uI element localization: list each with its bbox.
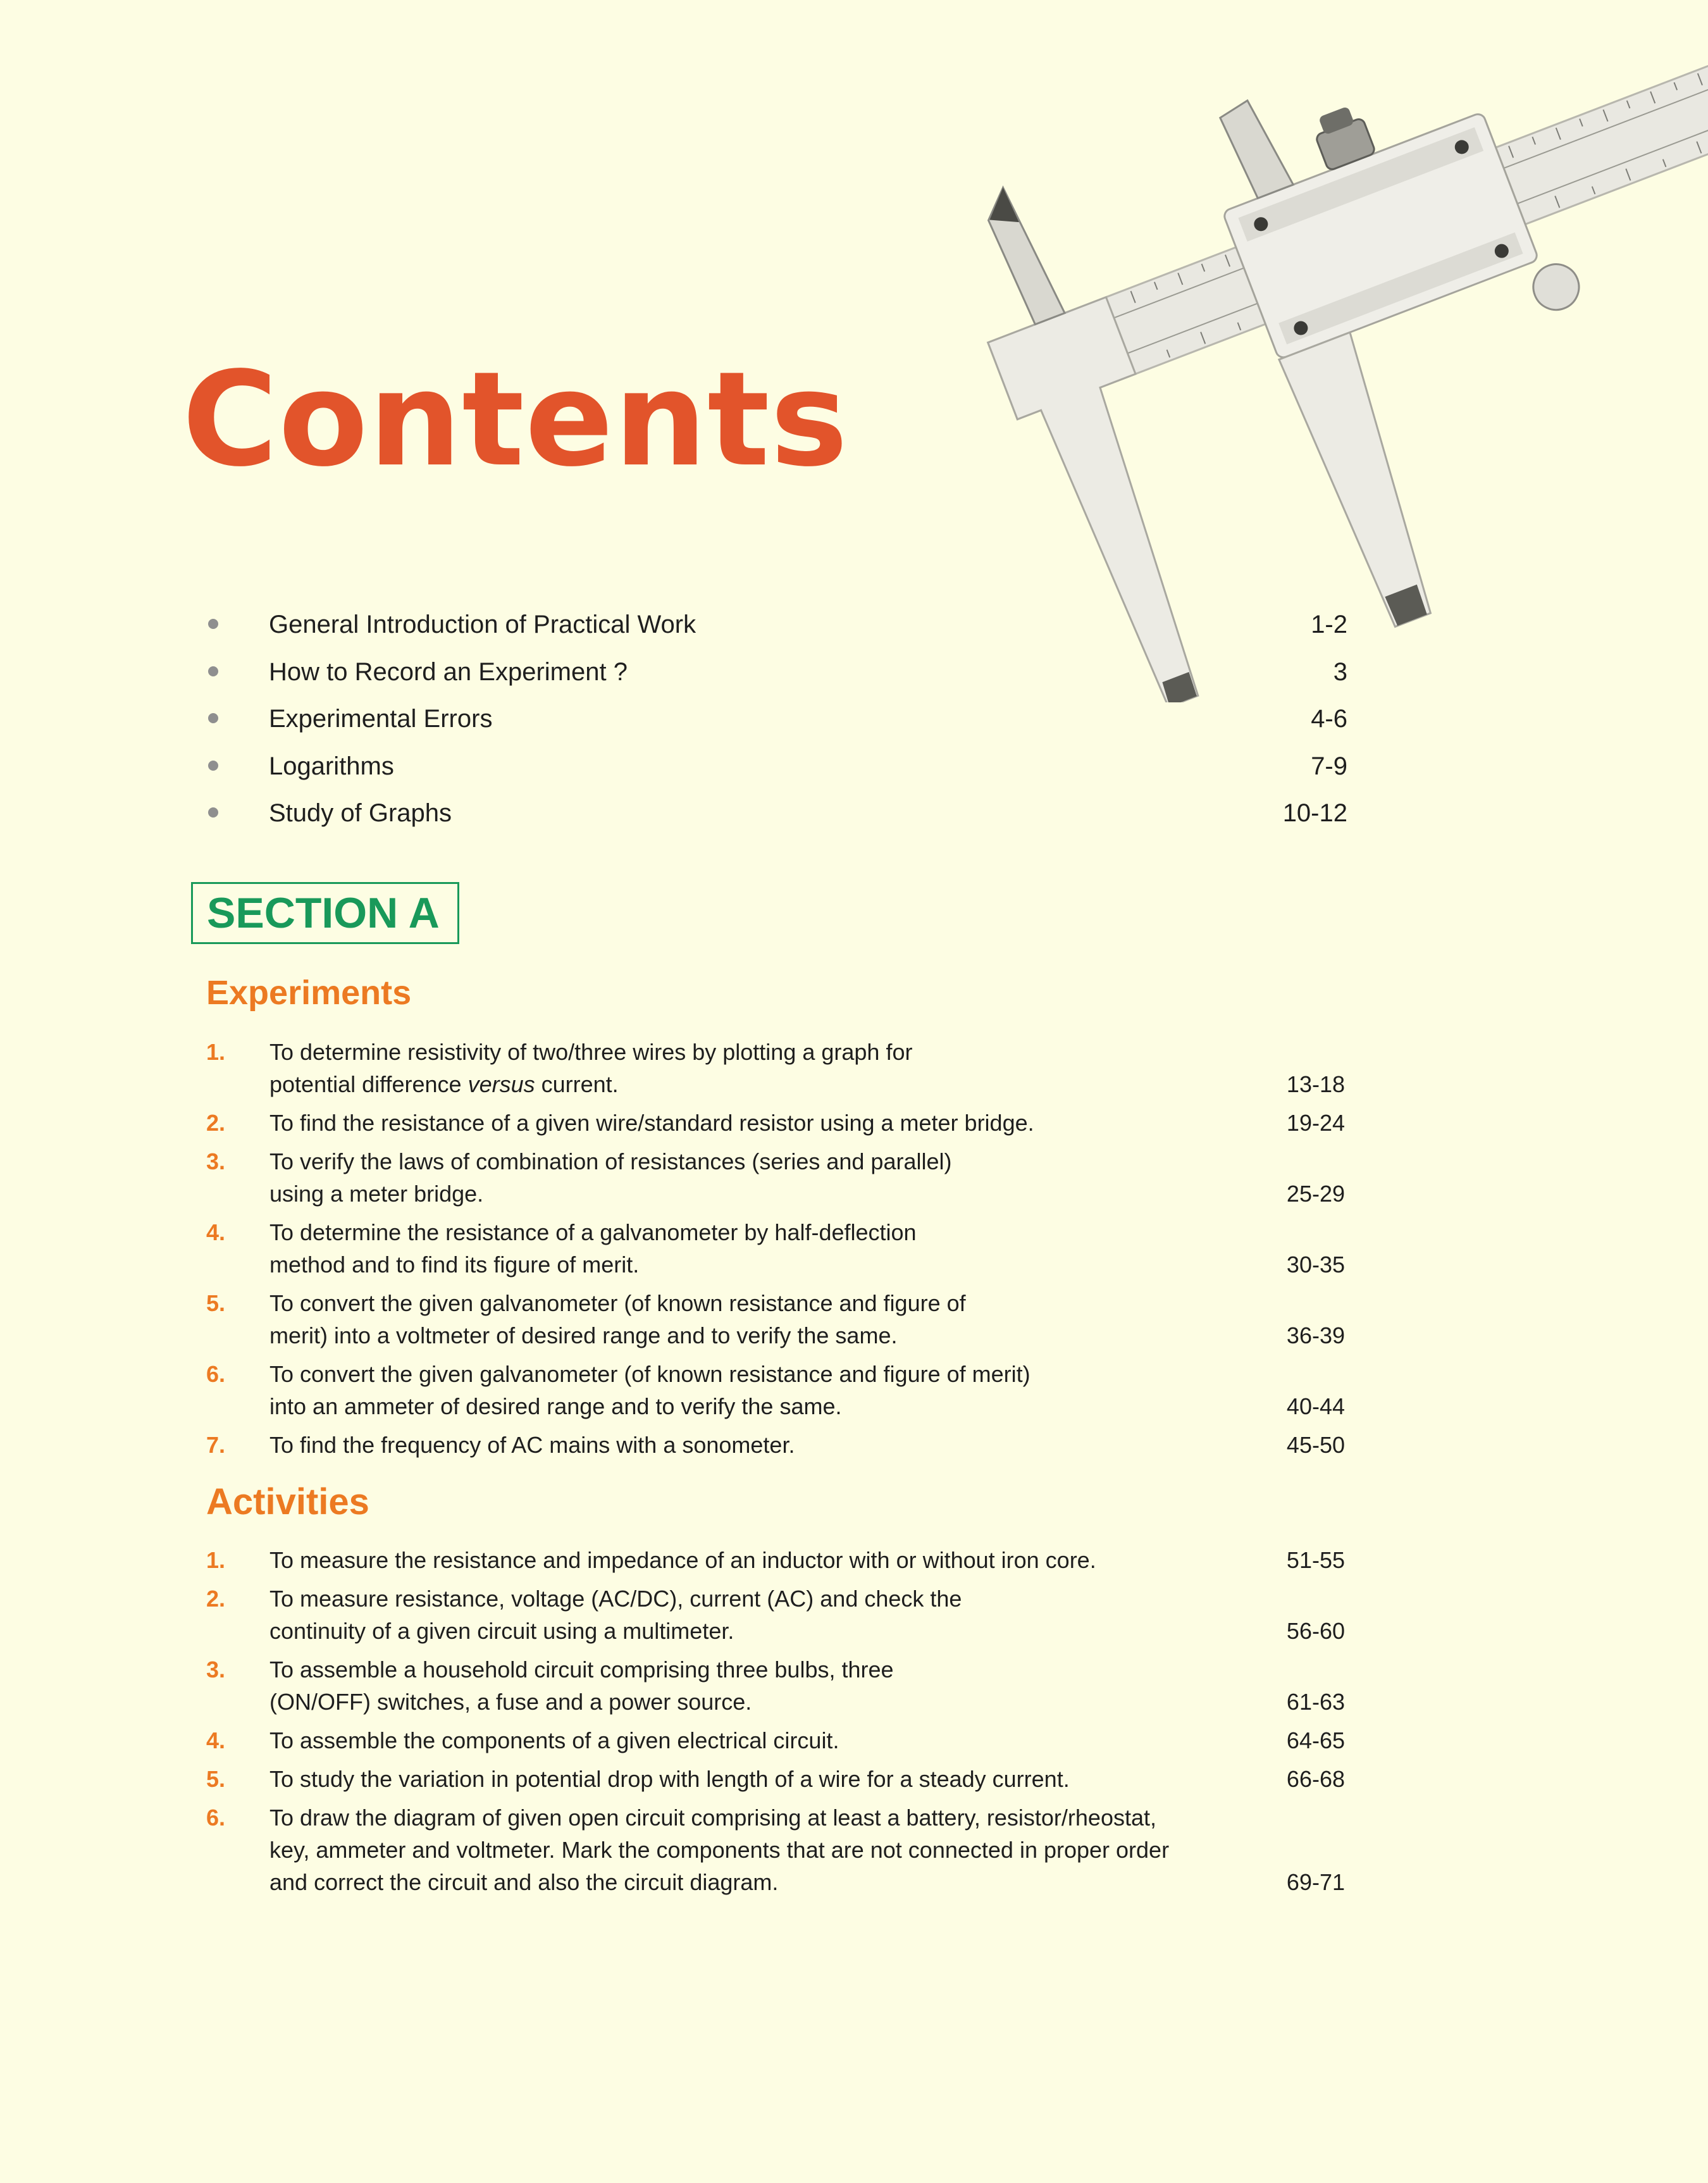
- item-number: 3.: [206, 1148, 226, 1174]
- list-item: [202, 702, 1347, 749]
- item-line: To draw the diagram of given open circuit comprising at least a battery, resistor/rheostat,: [269, 1805, 1156, 1831]
- page-number: 66-68: [1286, 1766, 1345, 1792]
- vernier-caliper-icon: [860, 0, 1708, 702]
- list-item: [202, 796, 1347, 843]
- item-text: Logarithms: [269, 752, 394, 780]
- item-line: using a meter bridge.: [269, 1181, 484, 1207]
- item-line: method and to find its figure of merit.: [269, 1252, 640, 1278]
- item-text: How to Record an Experiment ?: [269, 657, 628, 686]
- item-number: 1.: [206, 1039, 226, 1065]
- page-number: 45-50: [1286, 1432, 1345, 1458]
- list-item: [206, 1429, 1345, 1461]
- page-number: 61-63: [1286, 1689, 1345, 1715]
- list-item: [206, 1763, 1345, 1795]
- list-item: [202, 607, 1347, 655]
- item-number: 4.: [206, 1219, 226, 1245]
- item-number: 4.: [206, 1727, 226, 1753]
- item-line: To find the resistance of a given wire/standard resistor using a meter bridge.: [269, 1110, 1034, 1136]
- item-number: 1.: [206, 1547, 226, 1573]
- item-number: 5.: [206, 1766, 226, 1792]
- page-number: 19-24: [1286, 1110, 1345, 1136]
- list-item: [206, 1583, 1345, 1647]
- list-item: [202, 655, 1347, 702]
- list-item: [206, 1544, 1345, 1576]
- bullet-icon: [208, 619, 218, 629]
- item-number: 7.: [206, 1432, 226, 1458]
- item-number: 5.: [206, 1290, 226, 1316]
- list-item: [206, 1287, 1345, 1352]
- item-line: potential difference versus current.: [269, 1071, 619, 1097]
- page-number: 40-44: [1286, 1393, 1345, 1419]
- item-number: 6.: [206, 1361, 226, 1387]
- item-line: merit) into a voltmeter of desired range and to verify the same.: [269, 1322, 898, 1348]
- item-line: To determine the resistance of a galvanometer by half-deflection: [269, 1219, 917, 1245]
- item-line: To measure resistance, voltage (AC/DC), current (AC) and check the: [269, 1586, 962, 1612]
- item-line: To measure the resistance and impedance of an inductor with or without iron core.: [269, 1547, 1096, 1573]
- page-number: 30-35: [1286, 1252, 1345, 1278]
- item-number: 3.: [206, 1657, 226, 1682]
- item-line: To verify the laws of combination of resistances (series and parallel): [269, 1148, 952, 1174]
- bullet-icon: [208, 713, 218, 723]
- item-line: To convert the given galvanometer (of known resistance and figure of: [269, 1290, 966, 1316]
- page-number: 13-18: [1286, 1071, 1345, 1097]
- list-item: [202, 749, 1347, 797]
- page-number: 56-60: [1286, 1618, 1345, 1644]
- page-number: 25-29: [1286, 1181, 1345, 1207]
- list-item: [206, 1653, 1345, 1718]
- page-number: 3: [1333, 657, 1347, 686]
- page-number: 10-12: [1282, 799, 1347, 827]
- item-number: 2.: [206, 1110, 226, 1136]
- item-line: into an ammeter of desired range and to verify the same.: [269, 1393, 842, 1419]
- experiments-list: [206, 1036, 1345, 1467]
- item-line: To determine resistivity of two/three wires by plotting a graph for: [269, 1039, 913, 1065]
- item-line: To convert the given galvanometer (of known resistance and figure of merit): [269, 1361, 1030, 1387]
- item-number: 6.: [206, 1805, 226, 1831]
- page-number: 7-9: [1311, 752, 1347, 780]
- page-number: 69-71: [1286, 1869, 1345, 1895]
- list-item: [206, 1216, 1345, 1281]
- section-label: SECTION A: [191, 882, 459, 944]
- list-item: [206, 1107, 1345, 1139]
- bullet-icon: [208, 807, 218, 818]
- item-line: continuity of a given circuit using a multimeter.: [269, 1618, 734, 1644]
- page-number: 51-55: [1286, 1547, 1345, 1573]
- list-item: [206, 1036, 1345, 1100]
- item-line: To study the variation in potential drop with length of a wire for a steady current.: [269, 1766, 1070, 1792]
- item-line: and correct the circuit and also the circuit diagram.: [269, 1869, 779, 1895]
- page-number: 1-2: [1311, 611, 1347, 638]
- bullet-icon: [208, 761, 218, 771]
- page-number: 4-6: [1311, 705, 1347, 733]
- item-line: key, ammeter and voltmeter. Mark the components that are not connected in proper order: [269, 1837, 1170, 1863]
- page-number: 36-39: [1286, 1322, 1345, 1348]
- item-text: Study of Graphs: [269, 799, 452, 827]
- item-number: 2.: [206, 1586, 226, 1612]
- list-item: [206, 1145, 1345, 1210]
- list-item: [206, 1724, 1345, 1757]
- activities-list: [206, 1544, 1345, 1905]
- page-title: Contents: [182, 344, 849, 495]
- item-line: (ON/OFF) switches, a fuse and a power source.: [269, 1689, 752, 1715]
- list-item: [206, 1358, 1345, 1422]
- item-line: To assemble the components of a given electrical circuit.: [269, 1727, 839, 1753]
- bullet-icon: [208, 666, 218, 676]
- list-item: [206, 1801, 1345, 1898]
- item-line: To assemble a household circuit comprising three bulbs, three: [269, 1657, 894, 1682]
- item-text: Experimental Errors: [269, 705, 493, 733]
- experiments-heading: Experiments: [206, 974, 412, 1012]
- intro-list: [202, 607, 1347, 843]
- page-number: 64-65: [1286, 1727, 1345, 1753]
- item-line: To find the frequency of AC mains with a sonometer.: [269, 1432, 795, 1458]
- item-text: General Introduction of Practical Work: [269, 611, 696, 638]
- activities-heading: Activities: [206, 1481, 369, 1522]
